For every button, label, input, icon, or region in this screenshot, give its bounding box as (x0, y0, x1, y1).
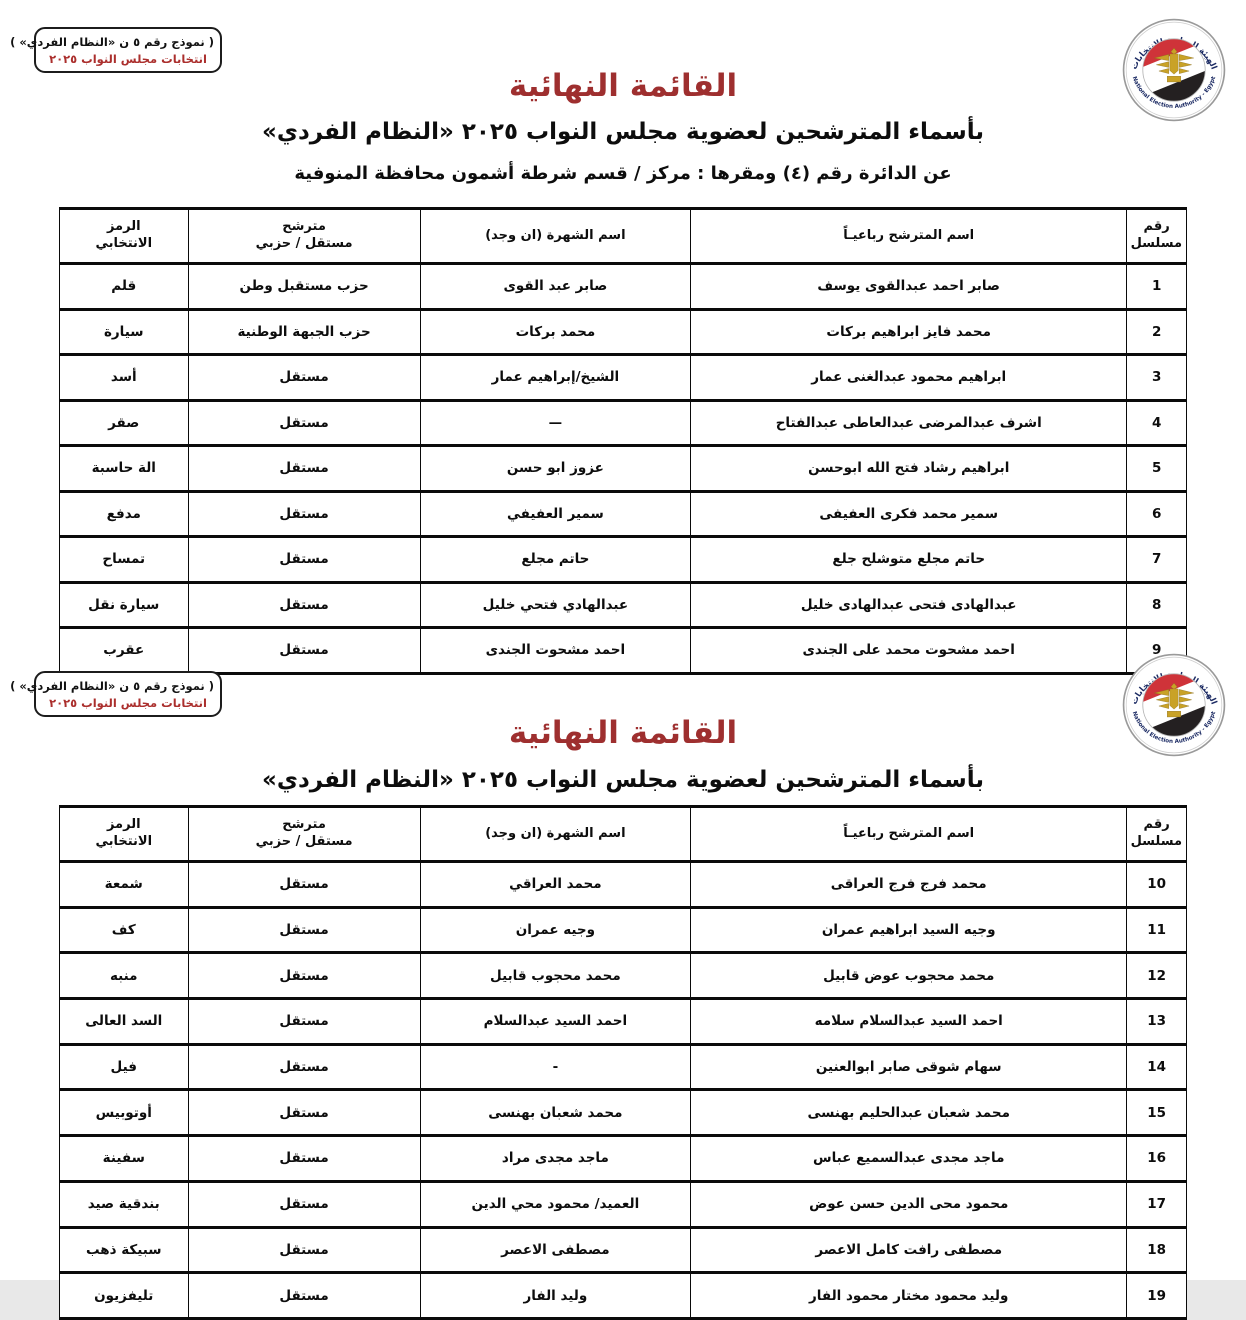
electoral-symbol-cell: سيارة نقل (60, 582, 189, 628)
form-number-box (10, 27, 222, 73)
electoral-symbol-cell: بندقية صيد (60, 1181, 189, 1227)
shohra-cell: ماجد مجدى مراد (420, 1136, 690, 1182)
header-serial: رقم مسلسل (1127, 209, 1187, 264)
serial-cell: 6 (1127, 491, 1187, 537)
candidate-name-cell: محمد فايز ابراهيم بركات (691, 309, 1127, 355)
district-line: عن الدائرة رقم (٤) ومقرها : مركز / قسم شرطة أشمون محافظة المنوفية (294, 163, 952, 184)
candidate-name-cell: صابر احمد عبدالقوى يوسف (691, 264, 1127, 310)
candidate-name-cell: عبدالهادى فتحى عبدالهادى خليل (691, 582, 1127, 628)
electoral-symbol-cell: صقر (60, 400, 189, 446)
candidate-name-cell: اشرف عبدالمرضى عبدالعاطى عبدالفتاح (691, 400, 1127, 446)
candidate-name-cell: ماجد مجدى عبدالسميع عباس (691, 1136, 1127, 1182)
shohra-cell: العميد/ محمود محي الدين (420, 1181, 690, 1227)
party-status-cell: حزب مستقبل وطن (188, 264, 420, 310)
page-subtitle: بأسماء المترشحين لعضوية مجلس النواب ٢٠٢٥ «النظام الفردي» (262, 119, 984, 145)
serial-cell: 13 (1127, 999, 1187, 1045)
shohra-cell: الشيخ/إبراهيم عمار (420, 355, 690, 401)
shohra-cell: محمد شعبان بهنسى (420, 1090, 690, 1136)
shohra-cell: وجيه عمران (420, 907, 690, 953)
shohra-cell: عزوز ابو حسن (420, 446, 690, 492)
shohra-cell: سمير العفيفي (420, 491, 690, 537)
candidate-name-cell: ابراهيم محمود عبدالغنى عمار (691, 355, 1127, 401)
candidate-row (60, 907, 1187, 953)
candidate-row (60, 1044, 1187, 1090)
serial-cell: 4 (1127, 400, 1187, 446)
page-subtitle: بأسماء المترشحين لعضوية مجلس النواب ٢٠٢٥ «النظام الفردي» (262, 767, 984, 793)
candidate-row (60, 862, 1187, 908)
electoral-symbol-cell: تليفزيون (60, 1273, 189, 1319)
candidate-row (60, 999, 1187, 1045)
shohra-cell: وليد الفار (420, 1273, 690, 1319)
shohra-cell: حاتم مجلع (420, 537, 690, 583)
candidate-row (60, 491, 1187, 537)
candidate-row (60, 1136, 1187, 1182)
candidate-row (60, 309, 1187, 355)
party-status-cell: مستقل (188, 355, 420, 401)
electoral-symbol-cell: الة حاسبة (60, 446, 189, 492)
form-number-text: ( نموذج رقم ٥ ن «النظام الفردي» ) (10, 679, 214, 693)
electoral-symbol-cell: فيل (60, 1044, 189, 1090)
party-status-cell: مستقل (188, 907, 420, 953)
candidate-row (60, 1181, 1187, 1227)
electoral-symbol-cell: قلم (60, 264, 189, 310)
shohra-cell: عبدالهادي فتحي خليل (420, 582, 690, 628)
form-number-box (10, 671, 222, 717)
party-status-cell: مستقل (188, 628, 420, 674)
header-electoral-symbol: الرمز الانتخابي (60, 807, 189, 862)
serial-cell: 3 (1127, 355, 1187, 401)
electoral-symbol-cell: السد العالى (60, 999, 189, 1045)
header-candidate-name: اسم المترشح رباعيـاً (691, 209, 1127, 264)
candidate-row (60, 400, 1187, 446)
candidate-name-cell: احمد مشحوت محمد على الجندى (691, 628, 1127, 674)
serial-cell: 14 (1127, 1044, 1187, 1090)
serial-cell: 15 (1127, 1090, 1187, 1136)
shohra-cell: — (420, 400, 690, 446)
electoral-symbol-cell: أسد (60, 355, 189, 401)
candidate-name-cell: محمود محى الدين حسن عوض (691, 1181, 1127, 1227)
header-serial: رقم مسلسل (1127, 807, 1187, 862)
shohra-cell: مصطفى الاعصر (420, 1227, 690, 1273)
serial-cell: 11 (1127, 907, 1187, 953)
serial-cell: 5 (1127, 446, 1187, 492)
party-status-cell: مستقل (188, 582, 420, 628)
electoral-symbol-cell: أوتوبيس (60, 1090, 189, 1136)
candidate-name-cell: مصطفى رافت كامل الاعصر (691, 1227, 1127, 1273)
header-party-status: مترشح مستقل / حزبي (188, 209, 420, 264)
party-status-cell: مستقل (188, 1136, 420, 1182)
electoral-symbol-cell: سبيكة ذهب (60, 1227, 189, 1273)
party-status-cell: مستقل (188, 400, 420, 446)
serial-cell: 7 (1127, 537, 1187, 583)
form-number-text: ( نموذج رقم ٥ ن «النظام الفردي» ) (10, 35, 214, 49)
page-title: القائمة النهائية (508, 68, 738, 104)
electoral-symbol-cell: تمساح (60, 537, 189, 583)
party-status-cell: مستقل (188, 537, 420, 583)
candidate-name-cell: احمد السيد عبدالسلام سلامه (691, 999, 1127, 1045)
party-status-cell: مستقل (188, 1090, 420, 1136)
candidate-row (60, 953, 1187, 999)
candidate-name-cell: سهام شوقى صابر ابوالعنين (691, 1044, 1127, 1090)
candidate-row (60, 537, 1187, 583)
page-title: القائمة النهائية (508, 715, 738, 751)
serial-cell: 12 (1127, 953, 1187, 999)
candidates-table-1 (59, 207, 1187, 675)
shohra-cell: - (420, 1044, 690, 1090)
party-status-cell: حزب الجبهة الوطنية (188, 309, 420, 355)
serial-cell: 8 (1127, 582, 1187, 628)
candidate-name-cell: محمد محجوب عوض قابيل (691, 953, 1127, 999)
electoral-symbol-cell: سيارة (60, 309, 189, 355)
header-shohra: اسم الشهرة (ان وجد) (420, 807, 690, 862)
candidate-name-cell: ابراهيم رشاد فتح الله ابوحسن (691, 446, 1127, 492)
electoral-symbol-cell: مدفع (60, 491, 189, 537)
candidate-name-cell: حاتم مجلع متوشلح جلع (691, 537, 1127, 583)
serial-cell: 2 (1127, 309, 1187, 355)
candidate-row (60, 446, 1187, 492)
candidate-name-cell: وجيه السيد ابراهيم عمران (691, 907, 1127, 953)
candidate-row (60, 1227, 1187, 1273)
serial-cell: 19 (1127, 1273, 1187, 1319)
election-year-text: انتخابات مجلس النواب ٢٠٢٥ (49, 51, 207, 66)
candidate-name-cell: وليد محمود مختار محمود الفار (691, 1273, 1127, 1319)
candidate-name-cell: محمد شعبان عبدالحليم بهنسى (691, 1090, 1127, 1136)
shohra-cell: محمد محجوب قابيل (420, 953, 690, 999)
party-status-cell: مستقل (188, 1273, 420, 1319)
election-year-text: انتخابات مجلس النواب ٢٠٢٥ (49, 695, 207, 710)
serial-cell: 17 (1127, 1181, 1187, 1227)
candidates-table-2 (59, 805, 1187, 1320)
party-status-cell: مستقل (188, 1181, 420, 1227)
serial-cell: 10 (1127, 862, 1187, 908)
party-status-cell: مستقل (188, 953, 420, 999)
electoral-symbol-cell: عقرب (60, 628, 189, 674)
electoral-symbol-cell: شمعة (60, 862, 189, 908)
candidate-row (60, 1090, 1187, 1136)
candidate-row (60, 582, 1187, 628)
electoral-symbol-cell: منبه (60, 953, 189, 999)
party-status-cell: مستقل (188, 999, 420, 1045)
electoral-symbol-cell: سفينة (60, 1136, 189, 1182)
shohra-cell: احمد السيد عبدالسلام (420, 999, 690, 1045)
candidate-row (60, 1273, 1187, 1319)
header-candidate-name: اسم المترشح رباعيـاً (691, 807, 1127, 862)
table-header-row (60, 807, 1187, 862)
party-status-cell: مستقل (188, 491, 420, 537)
party-status-cell: مستقل (188, 1227, 420, 1273)
shohra-cell: محمد بركات (420, 309, 690, 355)
electoral-symbol-cell: كف (60, 907, 189, 953)
list-section-1 (0, 0, 1246, 659)
serial-cell: 9 (1127, 628, 1187, 674)
candidate-name-cell: سمير محمد فكرى العفيفى (691, 491, 1127, 537)
serial-cell: 18 (1127, 1227, 1187, 1273)
party-status-cell: مستقل (188, 446, 420, 492)
party-status-cell: مستقل (188, 1044, 420, 1090)
party-status-cell: مستقل (188, 862, 420, 908)
shohra-cell: احمد مشحوت الجندى (420, 628, 690, 674)
header-party-status: مترشح مستقل / حزبي (188, 807, 420, 862)
header-electoral-symbol: الرمز الانتخابي (60, 209, 189, 264)
candidate-name-cell: محمد فرج فرج العراقى (691, 862, 1127, 908)
shohra-cell: صابر عبد القوى (420, 264, 690, 310)
serial-cell: 16 (1127, 1136, 1187, 1182)
shohra-cell: محمد العراقي (420, 862, 690, 908)
serial-cell: 1 (1127, 264, 1187, 310)
table-header-row (60, 209, 1187, 264)
candidate-row (60, 264, 1187, 310)
header-shohra: اسم الشهرة (ان وجد) (420, 209, 690, 264)
candidate-row (60, 355, 1187, 401)
list-section-2 (0, 645, 1246, 1304)
